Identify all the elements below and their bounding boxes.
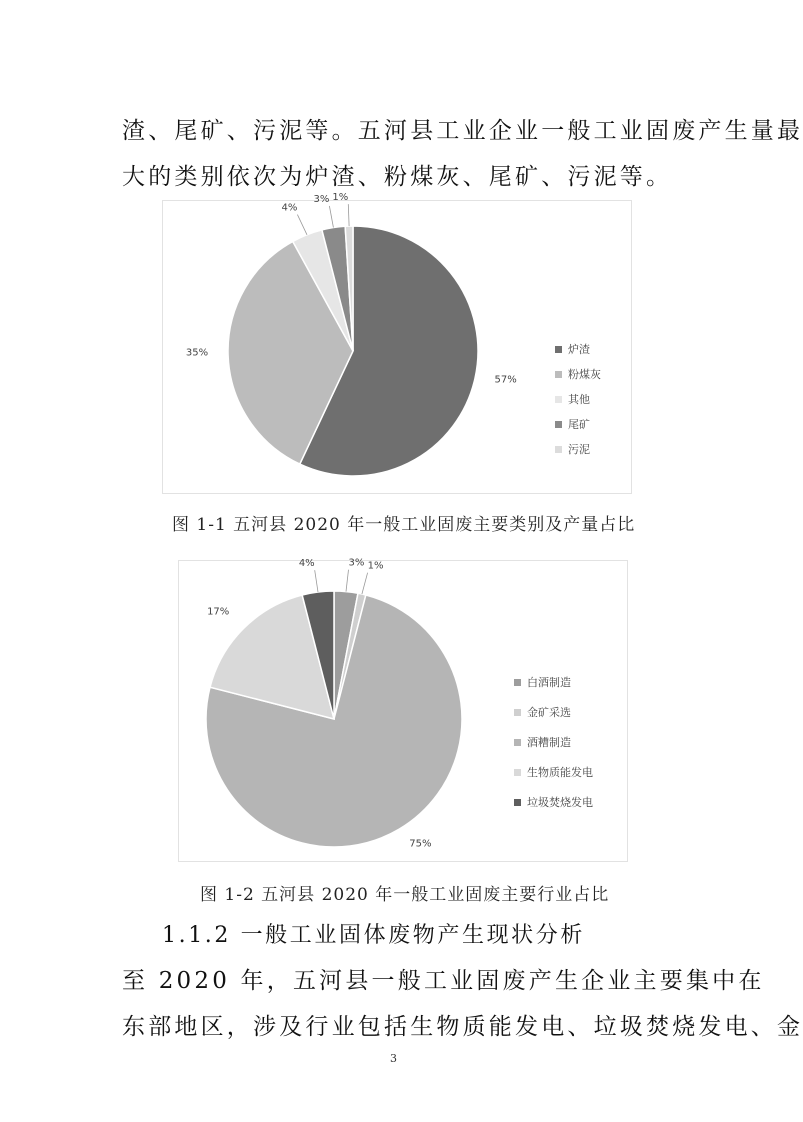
figure-caption: 图 1-1 五河县 2020 年一般工业固废主要类别及产量占比	[172, 515, 636, 535]
legend-swatch	[555, 346, 562, 353]
data-label: 17%	[207, 606, 230, 618]
leader-line	[315, 570, 318, 592]
leader-line	[362, 573, 368, 594]
data-label: 3%	[313, 193, 330, 205]
data-label: 4%	[298, 558, 315, 570]
legend-swatch	[514, 679, 521, 686]
pie-chart-svg	[163, 192, 631, 493]
legend-label: 尾矿	[568, 418, 590, 431]
paragraph-line: 大的类别依次为炉渣、粉煤灰、尾矿、污泥等。	[122, 164, 673, 190]
data-label: 1%	[367, 560, 384, 572]
legend-swatch	[555, 371, 562, 378]
section-heading: 1.1.2 一般工业固体废物产生现状分析	[162, 923, 585, 948]
pie-chart-svg	[179, 557, 627, 861]
legend-label: 其他	[568, 393, 590, 406]
legend-label: 粉煤灰	[568, 368, 601, 381]
paragraph-line: 渣、尾矿、污泥等。五河县工业企业一般工业固废产生量最	[122, 118, 803, 144]
legend-label: 炉渣	[568, 343, 590, 356]
data-label: 75%	[409, 838, 432, 850]
legend-label: 污泥	[568, 443, 590, 456]
legend-swatch	[514, 799, 521, 806]
figure-caption: 图 1-2 五河县 2020 年一般工业固废主要行业占比	[200, 885, 610, 905]
data-label: 57%	[494, 374, 517, 386]
legend-swatch	[555, 396, 562, 403]
data-label: 3%	[348, 557, 365, 569]
legend-label: 酒糟制造	[527, 736, 571, 749]
page-number: 3	[390, 1052, 397, 1065]
legend-swatch	[514, 739, 521, 746]
paragraph-line: 东部地区，涉及行业包括生物质能发电、垃圾焚烧发电、金	[122, 1014, 803, 1040]
legend-label: 垃圾焚烧发电	[527, 796, 593, 809]
leader-line	[346, 570, 349, 592]
data-label: 1%	[332, 192, 349, 204]
legend-swatch	[555, 446, 562, 453]
legend-label: 生物质能发电	[527, 766, 593, 779]
legend-swatch	[514, 769, 521, 776]
leader-line	[348, 204, 349, 226]
legend-label: 金矿采选	[527, 706, 571, 719]
pie-chart-waste-categories	[162, 192, 632, 494]
leader-line	[297, 215, 307, 235]
paragraph-line: 至 2020 年，五河县一般工业固废产生企业主要集中在	[122, 968, 765, 994]
pie-chart-industry-share	[178, 557, 628, 862]
legend-swatch	[555, 421, 562, 428]
legend-swatch	[514, 709, 521, 716]
legend-label: 白酒制造	[527, 676, 571, 689]
data-label: 35%	[185, 347, 209, 359]
leader-line	[329, 206, 333, 228]
data-label: 4%	[281, 202, 298, 214]
